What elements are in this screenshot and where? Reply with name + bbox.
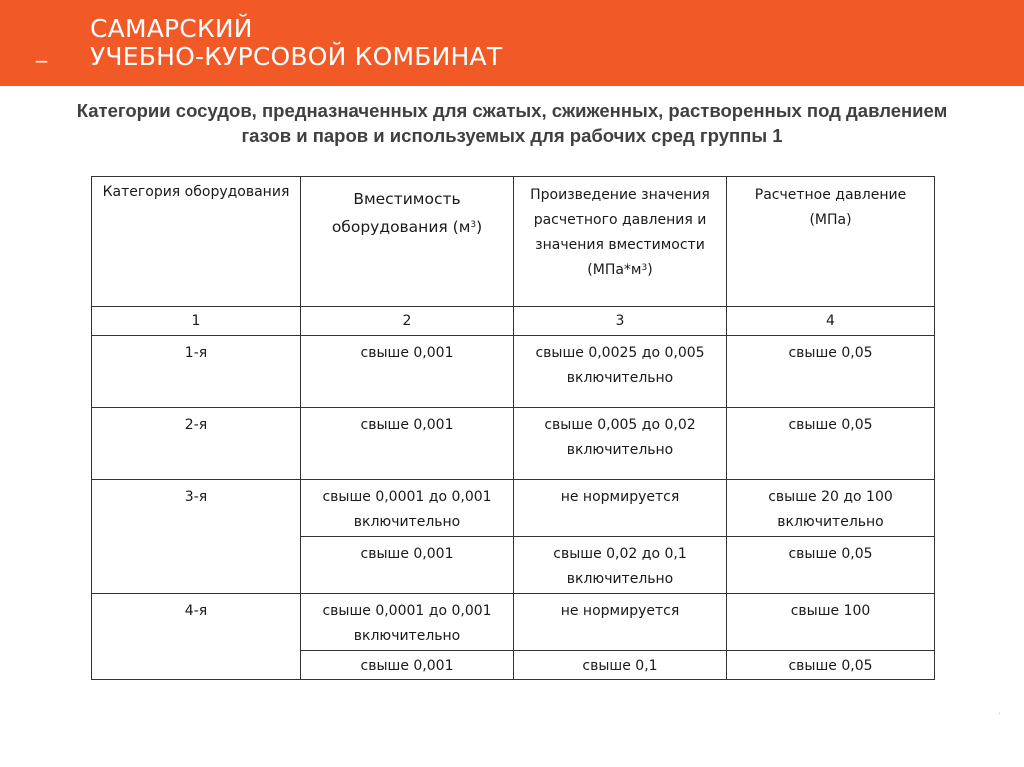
header-banner [0, 0, 1024, 86]
header-product: Произведение значения расчетного давления и значения вместимости $(МПа*м^3)$ [514, 177, 727, 307]
header-pressure: Расчетное давление (МПа) [727, 177, 935, 307]
table-header-row [92, 177, 935, 307]
product-cell: свыше 0,0025 до 0,005 включительно [514, 336, 727, 408]
table-row [92, 408, 935, 480]
column-number: 3 [514, 307, 727, 336]
table-row [92, 336, 935, 408]
column-number-row [92, 307, 935, 336]
column-number: 2 [301, 307, 514, 336]
table-row [92, 594, 935, 651]
product-cell: свыше 0,1 [514, 651, 727, 680]
category-cell: 3-я [92, 480, 301, 594]
product-cell: свыше 0,02 до 0,1 включительно [514, 537, 727, 594]
pressure-cell: свыше 100 [727, 594, 935, 651]
capacity-cell: свыше 0,001 [301, 336, 514, 408]
capacity-cell: свыше 0,0001 до 0,001 включительно [301, 594, 514, 651]
category-cell: 1-я [92, 336, 301, 408]
page-title [20, 98, 1004, 148]
table-row [92, 480, 935, 537]
header-capacity: Вместимость оборудования $(м^3)$ [301, 177, 514, 307]
pressure-cell: свыше 0,05 [727, 336, 935, 408]
product-cell: не нормируется [514, 480, 727, 537]
brand-name-line1: САМАРСКИЙ [90, 14, 253, 43]
category-cell: 4-я [92, 594, 301, 680]
capacity-cell: свыше 0,001 [301, 408, 514, 480]
product-cell: свыше 0,005 до 0,02 включительно [514, 408, 727, 480]
product-cell: не нормируется [514, 594, 727, 651]
brand-name-line2: УЧЕБНО-КУРСОВОЙ КОМБИНАТ [90, 42, 503, 71]
title-line-2: газов и паров и используемых для рабочих сред группы 1 [241, 125, 783, 146]
vessel-categories-table [91, 176, 935, 680]
capacity-cell: свыше 0,001 [301, 651, 514, 680]
category-cell: 2-я [92, 408, 301, 480]
column-number: 4 [727, 307, 935, 336]
pressure-cell: свыше 0,05 [727, 651, 935, 680]
column-number: 1 [92, 307, 301, 336]
pressure-cell: свыше 0,05 [727, 537, 935, 594]
corner-mark: . [998, 706, 1002, 717]
capacity-cell: свыше 0,001 [301, 537, 514, 594]
capacity-cell: свыше 0,0001 до 0,001 включительно [301, 480, 514, 537]
pressure-cell: свыше 0,05 [727, 408, 935, 480]
header-category: Категория оборудования [92, 177, 301, 307]
brand-dash: _ [36, 38, 47, 63]
title-line-1: Категории сосудов, предназначенных для сжатых, сжиженных, растворенных под давлением [76, 100, 948, 121]
pressure-cell: свыше 20 до 100 включительно [727, 480, 935, 537]
